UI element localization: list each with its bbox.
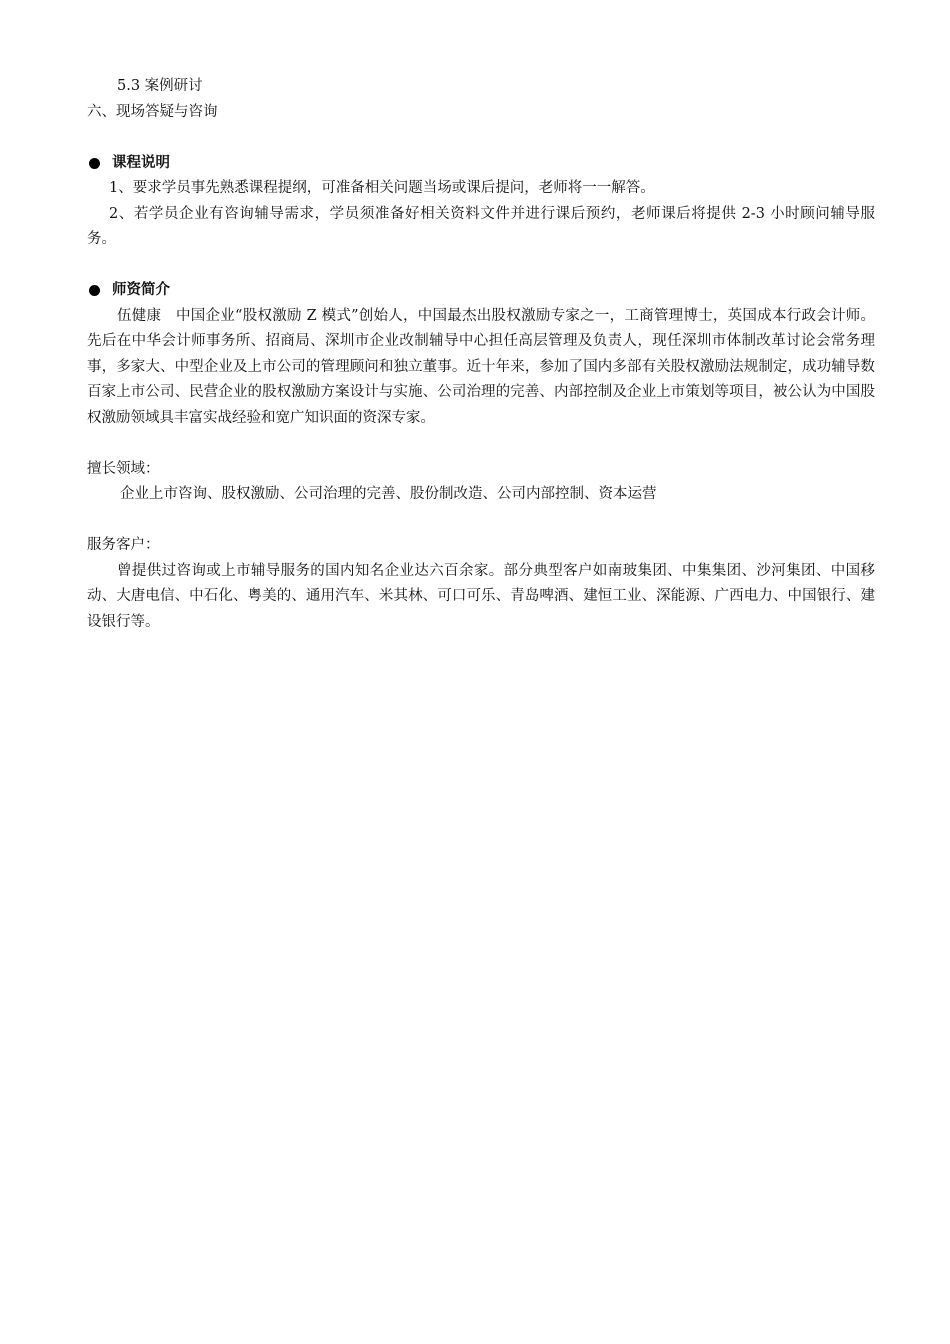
clients-label: 服务客户： [87, 537, 160, 553]
instructor-heading [87, 278, 875, 304]
course-notes-heading-text: 课程说明 [112, 154, 170, 171]
outline-item-6: 六、现场答疑与咨询 [87, 103, 218, 120]
document-page [87, 74, 875, 635]
expertise-label: 擅长领域： [87, 460, 160, 477]
clients-text: 曾提供过咨询或上市辅导服务的国内知名企业达六百余家。部分典型客户如南玻集团、中集集团、沙河集团、中国移动、大唐电信、中石化、粤美的、通用汽车、米其林、可口可乐、青岛啤酒、建恒工业、深能源、广西电力、中国银行、建设银行等。 [87, 562, 875, 630]
instructor-bio: 伍健康 中国企业“股权激励 Z 模式”创始人，中国最杰出股权激励专家之一，工商管理博士，英国成本行政会计师。先后在中华会计师事务所、招商局、深圳市企业改制辅导中心担任高层管理及负责人，现任深圳市体制改革讨论会常务理事，多家大、中型企业及上市公司的管理顾问和独立董事。近十年来，参加了国内多部有关股权激励法规制定，成功辅导数百家上市公司、民营企业的股权激励方案设计与实施、公司治理的完善、内部控制及企业上市策划等项目，被公认为中国股权激励领域具丰富实战经验和宽广知识面的资深专家。 [87, 307, 875, 426]
bullet-icon [89, 285, 100, 296]
course-note-2: 2、若学员企业有咨询辅导需求，学员须准备好相关资料文件并进行课后预约，老师课后将提供 2-3 小时顾问辅导服务。 [87, 205, 875, 247]
spacer [87, 253, 875, 279]
spacer [87, 508, 875, 534]
outline-item-5-3: 5.3 案例研讨 [117, 78, 203, 94]
bullet-icon [89, 158, 100, 169]
spacer [87, 125, 875, 151]
course-note-1: 1、要求学员事先熟悉课程提纲，可准备相关问题当场或课后提问，老师将一一解答。 [109, 180, 655, 196]
course-notes-heading [87, 151, 875, 177]
spacer [87, 431, 875, 457]
instructor-heading-text: 师资简介 [112, 282, 170, 298]
expertise-text: 企业上市咨询、股权激励、公司治理的完善、股份制改造、公司内部控制、资本运营 [120, 486, 657, 502]
